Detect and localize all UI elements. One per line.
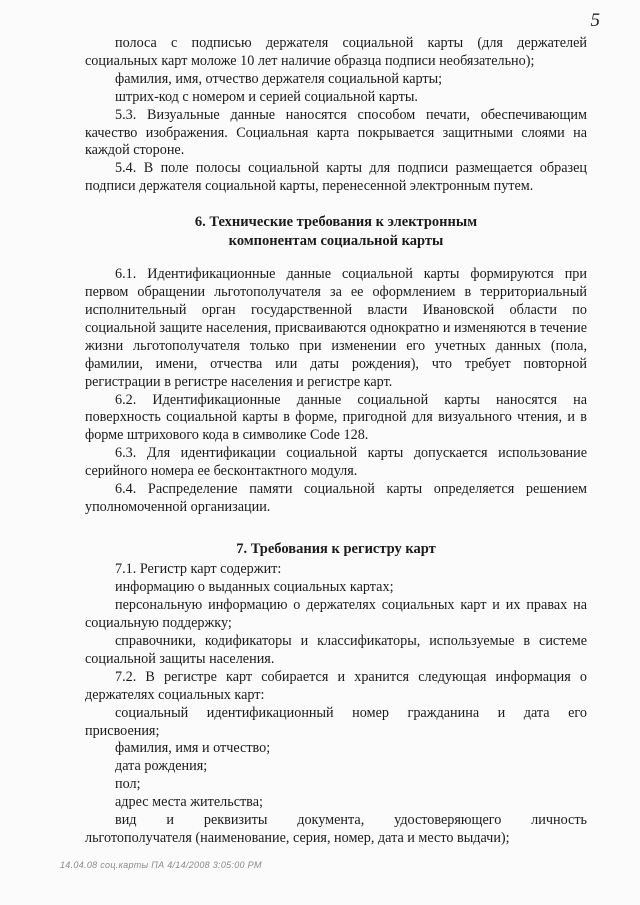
paragraph: 5.3. Визуальные данные наносятся способом печати, обеспечивающим качество изображения. Социальная карта покрывается защитными слоями на каждой стороне. — [85, 106, 587, 159]
paragraph-line: льготополучателя (наименование, серия, номер, дата и место выдачи); — [85, 829, 510, 846]
paragraph: информацию о выданных социальных картах; — [115, 579, 394, 596]
paragraph: полоса с подписью держателя социальной карты (для держателей социальных карт моложе 10 лет наличие образца подписи необязательно); — [85, 35, 587, 69]
paragraph: фамилия, имя, отчество держателя социальной карты; — [115, 70, 443, 87]
heading-line: 6. Технические требования к электронным — [194, 214, 478, 231]
paragraph-line: присвоения; — [85, 722, 160, 739]
paragraph: дата рождения; — [115, 758, 208, 775]
paragraph: 6.4. Распределение памяти социальной карты определяется решением уполномоченной организации. — [85, 481, 587, 515]
paragraph: 6.3. Для идентификации социальной карты допускается использование серийного номера ее бесконтактного модуля. — [85, 445, 587, 480]
paragraph: 7.2. В регистре карт собирается и хранится следующая информация о держателях социальных карт: — [85, 668, 587, 703]
heading-line: компонентам социальной карты — [228, 232, 444, 249]
page-number: 5 — [590, 10, 600, 31]
section-6-heading — [85, 213, 587, 250]
paragraph-line: социальный идентификационный номер гражданина и дата его — [115, 704, 587, 721]
paragraph: пол; — [115, 776, 141, 793]
paragraph: адрес места жительства; — [115, 794, 263, 811]
paragraph: фамилия, имя и отчество; — [115, 740, 271, 757]
document-body — [85, 35, 587, 848]
paragraph: 6.1. Идентификационные данные социальной карты формируются при первом обращении льготополучателя за ее оформлением в территориальный исполнительный орган государственной власти Ивановской области по социальной защите населения, присваиваются однократно и изменяются в течение жизни льготополучателя только при изменении его учетных данных (пола, фамилии, имени, отчества или даты рождения), что требует повторной регистрации в регистре населения и регистре карт. — [85, 266, 587, 390]
paragraph: персональную информацию о держателях социальных карт и их правах на социальную поддержку; — [85, 597, 587, 632]
paragraph: справочники, кодификаторы и классификаторы, используемые в системе социальной защиты населения. — [85, 632, 587, 667]
page-footer: 14.04.08 соц.карты ПА 4/14/2008 3:05:00 PM — [60, 860, 262, 870]
paragraph: 7.1. Регистр карт содержит: — [115, 561, 282, 578]
paragraph-line: вид и реквизиты документа, удостоверяющего личность — [115, 812, 587, 829]
paragraph: штрих-код с номером и серией социальной карты. — [115, 88, 418, 105]
paragraph: 5.4. В поле полосы социальной карты для подписи размещается образец подписи держателя социальной карты, перенесенной электронным путем. — [85, 160, 587, 195]
paragraph: 6.2. Идентификационные данные социальной карты наносятся на поверхность социальной карты в форме, пригодной для визуального чтения, и в форме штрихового кода в символике Code 128. — [85, 391, 587, 444]
section-7-heading: 7. Требования к регистру карт — [236, 540, 436, 557]
